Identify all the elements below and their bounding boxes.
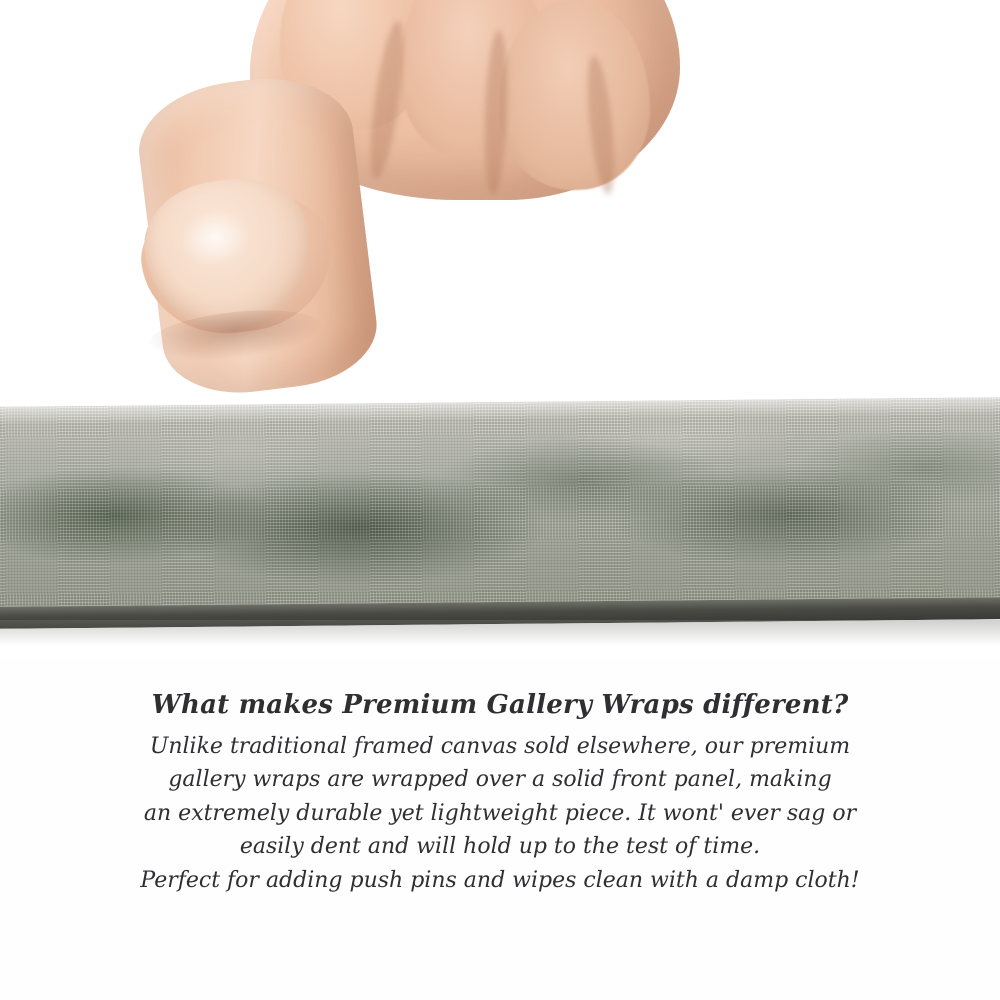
canvas-drop-shadow [0,620,1000,646]
caption-line: Unlike traditional framed canvas sold elsewhere, our premium [149,734,851,759]
hand-illustration [120,0,680,430]
caption-line: easily dent and will hold up to the test of time. [239,834,761,860]
caption-heading: What makes Premium Gallery Wraps different? [151,690,849,720]
canvas-weave-texture [0,397,1000,607]
caption-line: gallery wraps are wrapped over a solid front panel, making [168,767,832,793]
caption-body [0,730,1000,897]
caption-line: an extremely durable yet lightweight piece. It wont' ever sag or [143,800,857,826]
caption-line: Perfect for adding push pins and wipes clean with a damp cloth! [140,867,860,893]
caption-block [0,690,1000,897]
canvas-edge-strip [0,397,1000,629]
